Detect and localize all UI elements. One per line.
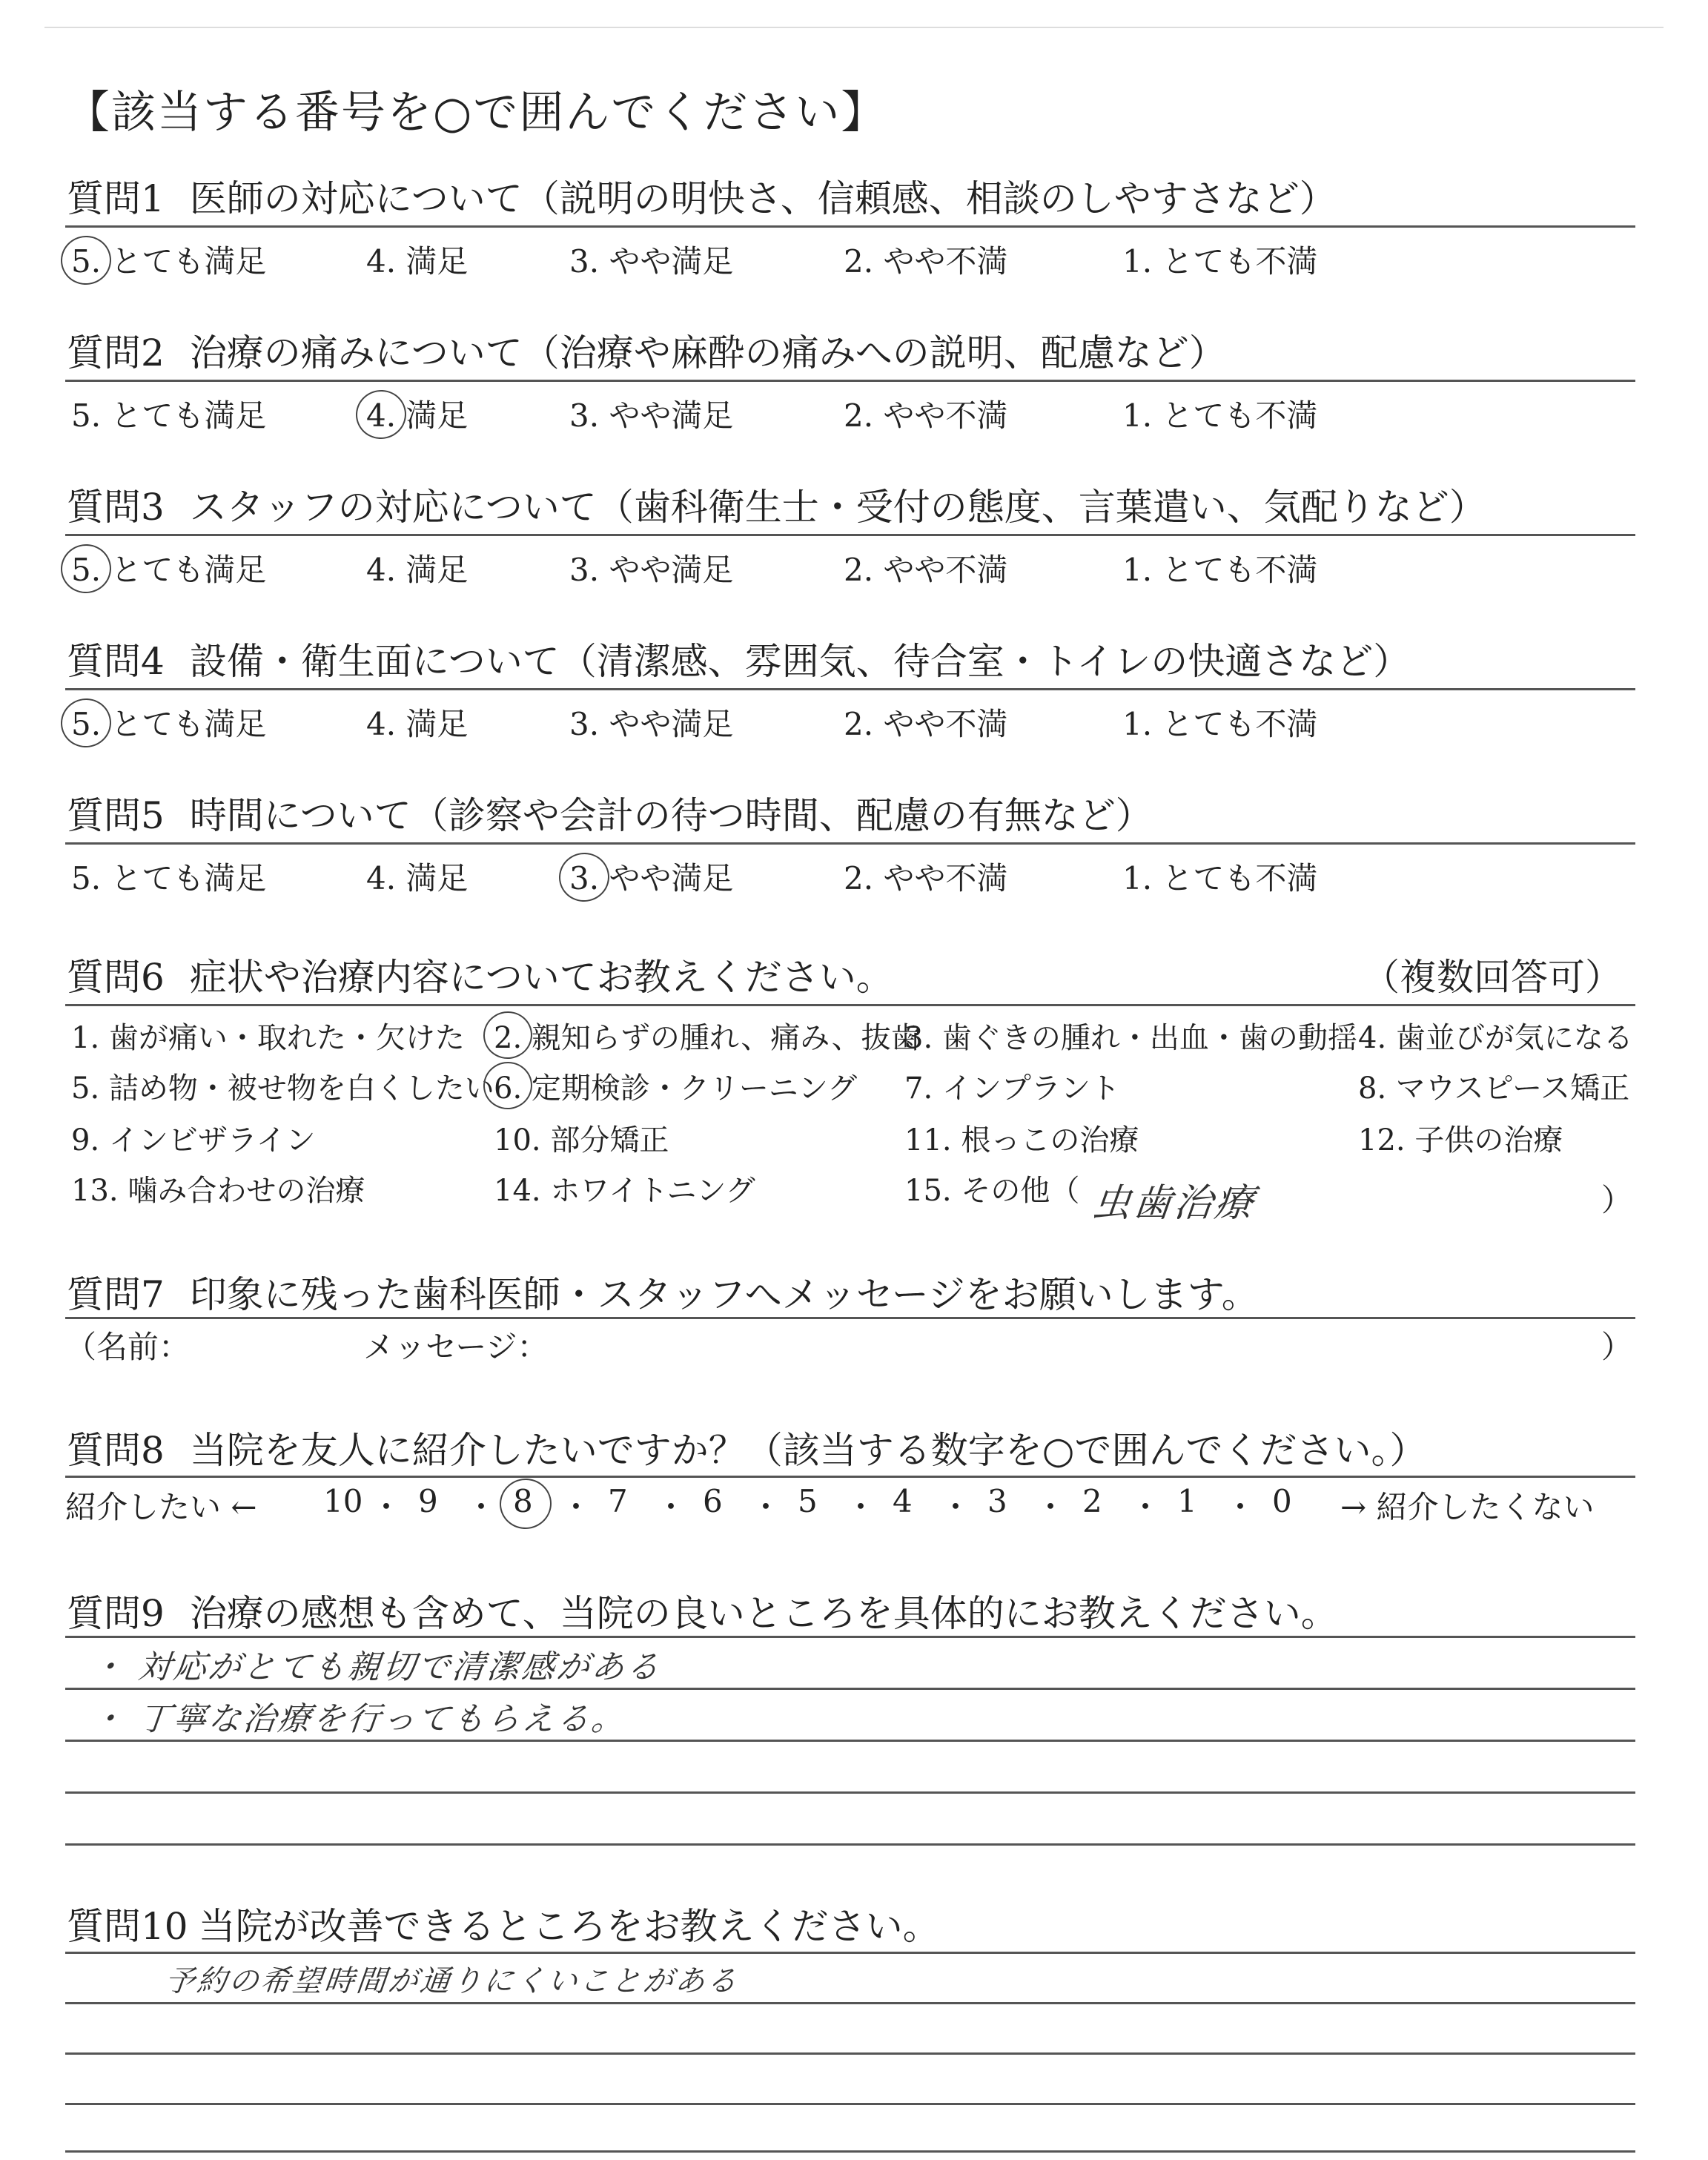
- q1-heading: [67, 169, 1337, 222]
- q5-text: 時間について（診察や会計の待つ時間、配慮の有無など）: [189, 794, 1153, 837]
- q1-option-5[interactable]: 5. とても満足: [71, 243, 267, 280]
- q6-other-handwriting: 虫歯治療: [1090, 1181, 1258, 1226]
- q8-label: 質問8: [67, 1429, 165, 1472]
- q7-rule: [65, 1317, 1635, 1319]
- q8-separator: ・: [655, 1489, 687, 1525]
- q2-text: 治療の痛みについて（治療や麻酔の痛みへの説明、配慮など）: [189, 331, 1226, 374]
- q1-option-1[interactable]: 1. とても不満: [1122, 243, 1318, 280]
- q7-label: 質問7: [67, 1273, 165, 1316]
- q10-rule-5: [65, 2150, 1635, 2153]
- q8-number-5[interactable]: 5: [798, 1483, 818, 1519]
- q5-option-4[interactable]: 4. 満足: [366, 860, 469, 896]
- q6-option-13[interactable]: 13. 噛み合わせの治療: [71, 1174, 365, 1208]
- q4-option-2[interactable]: 2. やや不満: [844, 706, 1008, 742]
- q9-heading: [67, 1584, 1338, 1637]
- q6-option-4[interactable]: 4. 歯並びが気になる: [1358, 1021, 1633, 1055]
- q1-text: 医師の対応について（説明の明快さ、信頼感、相談のしやすさなど）: [189, 177, 1337, 220]
- q9-rule-1: [65, 1636, 1635, 1638]
- q10-rule-2: [65, 2002, 1635, 2004]
- q1-option-2[interactable]: 2. やや不満: [844, 243, 1008, 280]
- q1-option-3[interactable]: 3. やや満足: [569, 243, 734, 280]
- q8-separator: ・: [940, 1489, 972, 1525]
- q8-selection-circle: [497, 1475, 555, 1532]
- q8-number-9[interactable]: 9: [418, 1483, 438, 1519]
- q10-label: 質問10: [67, 1905, 188, 1948]
- q1-label: 質問1: [67, 177, 165, 220]
- q8-separator: ・: [560, 1489, 592, 1525]
- q6-label: 質問6: [67, 956, 165, 999]
- q4-rule: [65, 688, 1635, 690]
- q3-option-2[interactable]: 2. やや不満: [844, 552, 1008, 588]
- q4-option-3[interactable]: 3. やや満足: [569, 706, 734, 742]
- q8-number-7[interactable]: 7: [608, 1483, 628, 1519]
- q6-option-2[interactable]: 2. 親知らずの腫れ、痛み、抜歯: [494, 1021, 921, 1055]
- q8-text: 当院を友人に紹介したいですか？（該当する数字を○で囲んでください。）: [189, 1429, 1427, 1472]
- q8-number-3[interactable]: 3: [987, 1483, 1007, 1519]
- q2-heading: [67, 323, 1226, 377]
- q9-text: 治療の感想も含めて、当院の良いところを具体的にお教えください。: [189, 1592, 1338, 1635]
- q6-text: 症状や治療内容についてお教えください。: [189, 956, 893, 999]
- q1-option-4[interactable]: 4. 満足: [366, 243, 469, 280]
- q3-option-5[interactable]: 5. とても満足: [71, 552, 267, 588]
- q9-rule-3: [65, 1740, 1635, 1742]
- q7-close: ）: [1601, 1329, 1633, 1365]
- q7-heading: [67, 1265, 1259, 1318]
- q5-option-1[interactable]: 1. とても不満: [1122, 860, 1318, 896]
- q6-option-15[interactable]: 15. その他（: [904, 1174, 1080, 1208]
- q6-option-1[interactable]: 1. 歯が痛い・取れた・欠けた: [71, 1021, 465, 1055]
- q5-option-3[interactable]: 3. やや満足: [569, 860, 734, 896]
- q6-option-14[interactable]: 14. ホワイトニング: [494, 1174, 755, 1208]
- q8-heading: [67, 1421, 1426, 1474]
- q9-label: 質問9: [67, 1592, 165, 1635]
- q8-separator: ・: [845, 1489, 877, 1525]
- q4-label: 質問4: [67, 640, 165, 683]
- q3-heading: [67, 478, 1486, 531]
- q4-option-1[interactable]: 1. とても不満: [1122, 706, 1318, 742]
- q8-rule: [65, 1476, 1635, 1478]
- q5-heading: [67, 786, 1153, 839]
- q7-name-label: （名前：: [65, 1329, 191, 1365]
- q5-option-5[interactable]: 5. とても満足: [71, 860, 267, 896]
- q8-separator: ・: [750, 1489, 782, 1525]
- q10-rule-4: [65, 2103, 1635, 2105]
- q8-left-label: 紹介したい ←: [65, 1489, 257, 1525]
- q9-rule-4: [65, 1791, 1635, 1794]
- q4-option-4[interactable]: 4. 満足: [366, 706, 469, 742]
- q8-number-6[interactable]: 6: [703, 1483, 723, 1519]
- q8-separator: ・: [1225, 1489, 1257, 1525]
- q6-option-11[interactable]: 11. 根っこの治療: [904, 1123, 1139, 1157]
- q10-text: 当院が改善できるところをお教えください。: [198, 1905, 940, 1948]
- page-title: 【該当する番号を○で囲んでください】: [65, 87, 887, 139]
- q8-separator: ・: [371, 1489, 403, 1525]
- q10-heading: [67, 1897, 940, 1950]
- q2-rule: [65, 380, 1635, 382]
- q10-rule-3: [65, 2052, 1635, 2055]
- q3-text: スタッフの対応について（歯科衛生士・受付の態度、言葉遣い、気配りなど）: [189, 486, 1486, 529]
- q3-rule: [65, 534, 1635, 536]
- q6-option-12[interactable]: 12. 子供の治療: [1358, 1123, 1563, 1157]
- q8-number-1[interactable]: 1: [1177, 1483, 1197, 1519]
- q8-right-label: → 紹介したくない: [1340, 1489, 1595, 1525]
- q4-heading: [67, 632, 1410, 685]
- q9-answer-1: ・ 対応がとても親切で清潔感がある: [89, 1648, 663, 1686]
- q3-option-3[interactable]: 3. やや満足: [569, 552, 734, 588]
- q8-separator: ・: [466, 1489, 497, 1525]
- q3-label: 質問3: [67, 486, 165, 529]
- q6-other-close: ）: [1601, 1182, 1633, 1218]
- q6-note: （複数回答可）: [1363, 956, 1622, 999]
- q8-number-10[interactable]: 10: [323, 1483, 363, 1519]
- q8-separator: ・: [1130, 1489, 1162, 1525]
- q3-option-4[interactable]: 4. 満足: [366, 552, 469, 588]
- q7-message-label: メッセージ：: [363, 1329, 549, 1365]
- q10-answer-1: 予約の希望時間が通りにくいことがある: [163, 1964, 741, 1998]
- q8-number-8[interactable]: 8: [513, 1483, 533, 1519]
- q9-rule-5: [65, 1843, 1635, 1846]
- q9-rule-2: [65, 1688, 1635, 1690]
- q6-option-6[interactable]: 6. 定期検診・クリーニング: [494, 1071, 858, 1106]
- q8-number-4[interactable]: 4: [893, 1483, 913, 1519]
- q6-option-10[interactable]: 10. 部分矯正: [494, 1123, 669, 1157]
- q2-option-4[interactable]: 4. 満足: [366, 397, 469, 434]
- q5-option-2[interactable]: 2. やや不満: [844, 860, 1008, 896]
- q2-option-1[interactable]: 1. とても不満: [1122, 397, 1318, 434]
- q8-number-0[interactable]: 0: [1272, 1483, 1292, 1519]
- q2-label: 質問2: [67, 331, 165, 374]
- q4-option-5[interactable]: 5. とても満足: [71, 706, 267, 742]
- q6-rule: [65, 1004, 1635, 1006]
- q5-rule: [65, 842, 1635, 845]
- q6-option-3[interactable]: 3. 歯ぐきの腫れ・出血・歯の動揺: [904, 1021, 1357, 1055]
- q6-option-8[interactable]: 8. マウスピース矯正: [1358, 1071, 1630, 1106]
- q6-heading: [67, 948, 893, 1001]
- q4-text: 設備・衛生面について（清潔感、雰囲気、待合室・トイレの快適さなど）: [189, 640, 1411, 683]
- q6-option-7[interactable]: 7. インプラント: [904, 1071, 1120, 1106]
- q10-rule-1: [65, 1952, 1635, 1954]
- q1-rule: [65, 225, 1635, 228]
- q2-option-3[interactable]: 3. やや満足: [569, 397, 734, 434]
- q3-option-1[interactable]: 1. とても不満: [1122, 552, 1318, 588]
- q9-answer-2: ・ 丁寧な治療を行ってもらえる。: [89, 1700, 629, 1738]
- q6-option-5[interactable]: 5. 詰め物・被せ物を白くしたい: [71, 1071, 494, 1106]
- q8-number-2[interactable]: 2: [1082, 1483, 1102, 1519]
- q6-option-9[interactable]: 9. インビザライン: [71, 1123, 316, 1157]
- q2-option-2[interactable]: 2. やや不満: [844, 397, 1008, 434]
- q8-separator: ・: [1035, 1489, 1067, 1525]
- q2-option-5[interactable]: 5. とても満足: [71, 397, 267, 434]
- scan-top-edge: [44, 27, 1664, 28]
- q7-text: 印象に残った歯科医師・スタッフへメッセージをお願いします。: [189, 1273, 1259, 1316]
- q5-label: 質問5: [67, 794, 165, 837]
